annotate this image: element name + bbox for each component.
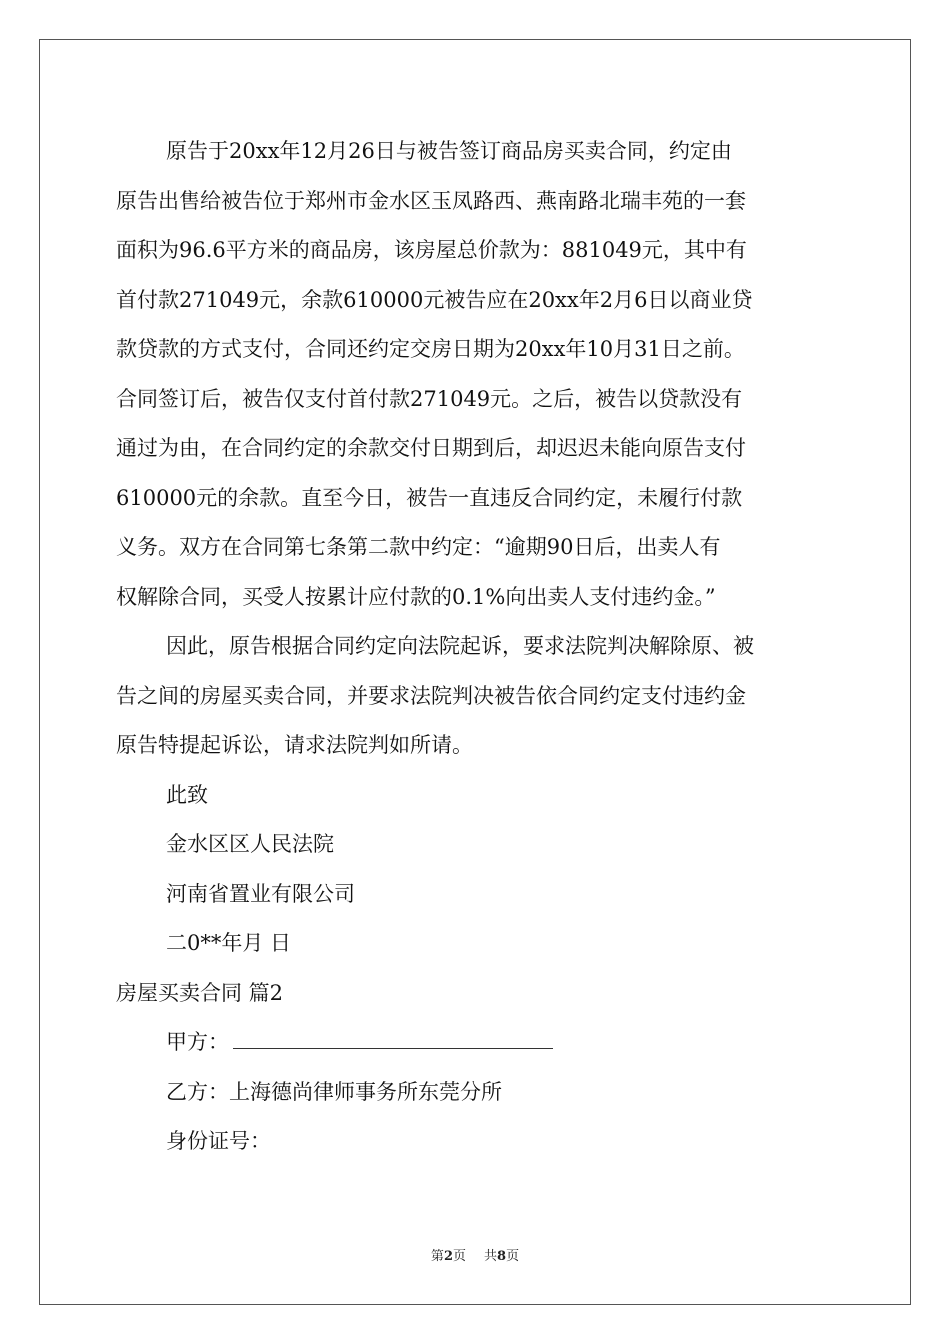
text-line: 原告出售给被告位于郑州市金水区玉凤路西、燕南路北瑞丰苑的一套 [116,188,746,213]
text-line: 通过为由，在合同约定的余款交付日期到后，却迟迟未能向原告支付 [116,436,746,460]
salutation: 此致 [166,782,208,807]
page-number: 2 [443,1249,453,1264]
text-line: 首付款271049元，余款610000元被告应在20xx年2月6日以商业贷 [116,287,753,312]
total-pages: 8 [497,1249,507,1264]
page-footer [0,1245,950,1264]
text-line: 610000元的余款。直至今日，被告一直违反合同约定，未履行付款 [116,485,743,510]
date-line: 二0**年月 日 [166,931,292,955]
text-line: 告之间的房屋买卖合同，并要求法院判决被告依合同约定支付违约金 [116,683,746,708]
party-a-line [116,1018,846,1068]
text-line: 因此，原告根据合同约定向法院起诉，要求法院判决解除原、被 [166,634,754,658]
text-line: 权解除合同，买受人按累计应付款的0.1%向出卖人支付违约金。” [116,584,716,609]
paragraph-complaint-facts [116,127,846,622]
document-body [116,127,846,1167]
total-prefix: 共 [484,1249,498,1264]
text-line: 义务。双方在合同第七条第二款中约定：“逾期90日后，出卖人有 [116,535,721,559]
party-a-blank [233,1026,553,1049]
page-prefix: 第 [430,1249,444,1264]
text-line: 原告特提起诉讼，请求法院判如所请。 [116,733,473,757]
section-heading: 房屋买卖合同 篇2 [116,980,284,1005]
paragraph-claims [116,622,846,771]
text-line: 原告于20xx年12月26日与被告签订商品房买卖合同，约定由 [166,139,732,163]
page-suffix: 页 [452,1249,466,1264]
text-line: 合同签订后，被告仅支付首付款271049元。之后，被告以贷款没有 [116,386,743,411]
id-number-label: 身份证号： [166,1129,271,1153]
party-a-label: 甲方： [166,1030,229,1054]
court-name: 金水区区人民法院 [166,832,334,856]
text-line: 面积为96.6平方米的商品房，该房屋总价款为：881049元，其中有 [116,238,747,262]
total-suffix: 页 [506,1249,520,1264]
company-name: 河南省置业有限公司 [166,881,355,906]
text-line: 款贷款的方式支付，合同还约定交房日期为20xx年10月31日之前。 [116,337,745,361]
party-b-line: 乙方：上海德尚律师事务所东莞分所 [166,1079,502,1104]
